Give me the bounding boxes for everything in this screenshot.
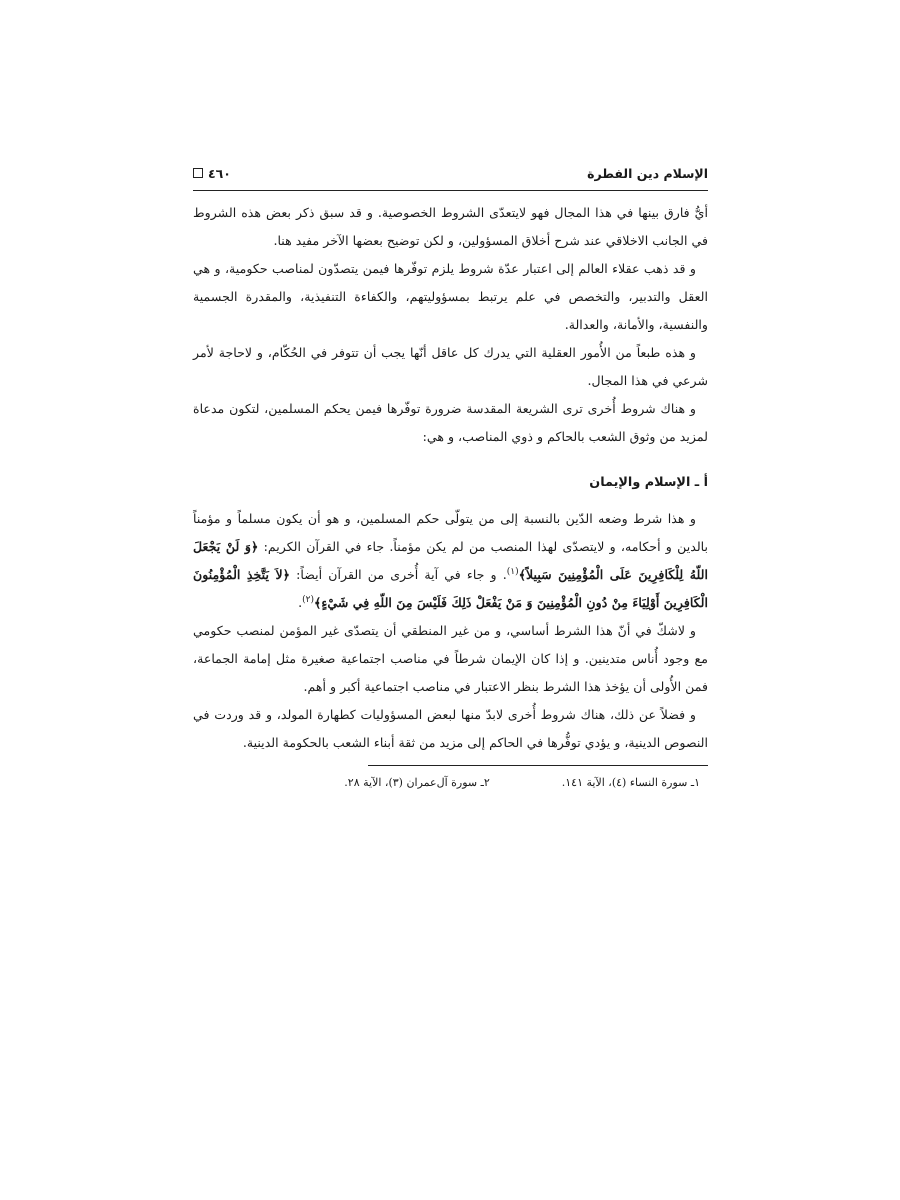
paragraph-end: .: [298, 595, 303, 610]
footnote-ref: (١): [506, 566, 519, 577]
paragraph-middle: . و جاء في آية أُخرى من القرآن أيضاً:: [296, 567, 507, 582]
book-title: الإسلام دين الفطرة: [587, 165, 708, 181]
paragraph: أيُّ فارق بينها في هذا المجال فهو لايتعدّى الشروط الخصوصية. و قد سبق ذكر بعض هذه الشروط في الجانب الاخلاقي عند شرح أخلاق المسؤولين، و لكن توضيح بعضها الآخر مفيد هنا.: [193, 205, 708, 248]
paragraph-intro: و هذا شرط وضعه الدّين بالنسبة إلى من يتولّى حكم المسلمين، و هو أن يكون مسلماً و مؤمناً بالدين و أحكامه، و لايتصدّى لهذا المنصب من لم يكن مؤمناً. جاء في القرآن الكريم:: [193, 511, 708, 554]
page-header: [193, 160, 708, 191]
paragraph: و هذه طبعاً من الأُمور العقلية التي يدرك كل عاقل أنّها يجب أن تتوفر في الحُكّام، و لاحاجة لأمر شرعي في هذا المجال.: [193, 345, 708, 388]
square-icon: [193, 168, 203, 178]
page-number-group: [193, 166, 231, 181]
quran-verse: ﴿وَ لَنْ يَجْعَلَ اللّهُ لِلْكَافِرِينَ عَلَى الْمُؤْمِنِينَ سَبِيلاً﴾: [193, 539, 708, 582]
section-heading: أ ـ الإسلام والإيمان: [589, 475, 708, 490]
footnote: ٢ـ سورة آل‌عمران (٣)، الآية ٢٨.: [344, 776, 490, 789]
paragraph: و هناك شروط أُخرى ترى الشريعة المقدسة ضرورة توفّرها فيمن يحكم المسلمين، لتكون مدعاة لمزيد من وثوق الشعب بالحاكم و ذوي المناصب، و هي:: [193, 401, 708, 444]
footnotes: [193, 776, 708, 789]
footnote-divider: [368, 765, 708, 766]
page-number: ٤٦٠: [208, 165, 231, 181]
verse-paragraph: [193, 505, 708, 617]
main-text: [193, 199, 708, 757]
paragraph: و فضلاً عن ذلك، هناك شروط أُخرى لابدّ منها لبعض المسؤوليات كطهارة المولد، و قد وردت في النصوص الدينية، و يؤدي توفُّرها في الحاكم إلى مزيد من ثقة أبناء الشعب بالحكومة الدينية.: [193, 707, 708, 750]
paragraph: و لاشكّ في أنّ هذا الشرط أساسي، و من غير المنطقي أن يتصدّى غير المؤمن لمنصب حكومي مع وجود أُناس متدينين. و إذا كان الإيمان شرطاً في مناصب اجتماعية صغيرة مثل إمامة الجماعة، فمن الأُولى أن يؤخذ هذا الشرط بنظر الاعتبار في مناصب اجتماعية أكبر و أهم.: [193, 623, 708, 694]
footnote: ١ـ سورة النساء (٤)، الآية ١٤١.: [561, 776, 700, 789]
paragraph: و قد ذهب عقلاء العالم إلى اعتبار عدّة شروط يلزم توفّرها فيمن يتصدّون لمناصب حكومية، و هي العقل والتدبير، والتخصص في علم يرتبط بمسؤوليتهم، والكفاءة التنفيذية، والمقدرة الجسمية والنفسية، والأمانة، والعدالة.: [193, 261, 708, 332]
quran-verse: ﴿لاَ يَتَّخِذِ الْمُؤْمِنُونَ الْكَافِرِينَ أَوْلِيَاءَ مِنْ دُونِ الْمُؤْمِنِينَ وَ مَنْ يَفْعَلْ ذَلِكَ فَلَيْسَ مِنَ اللّهِ فِي شَيْءٍ﴾: [193, 567, 708, 610]
book-page: [193, 160, 708, 1060]
footnote-ref: (٢): [302, 594, 315, 605]
